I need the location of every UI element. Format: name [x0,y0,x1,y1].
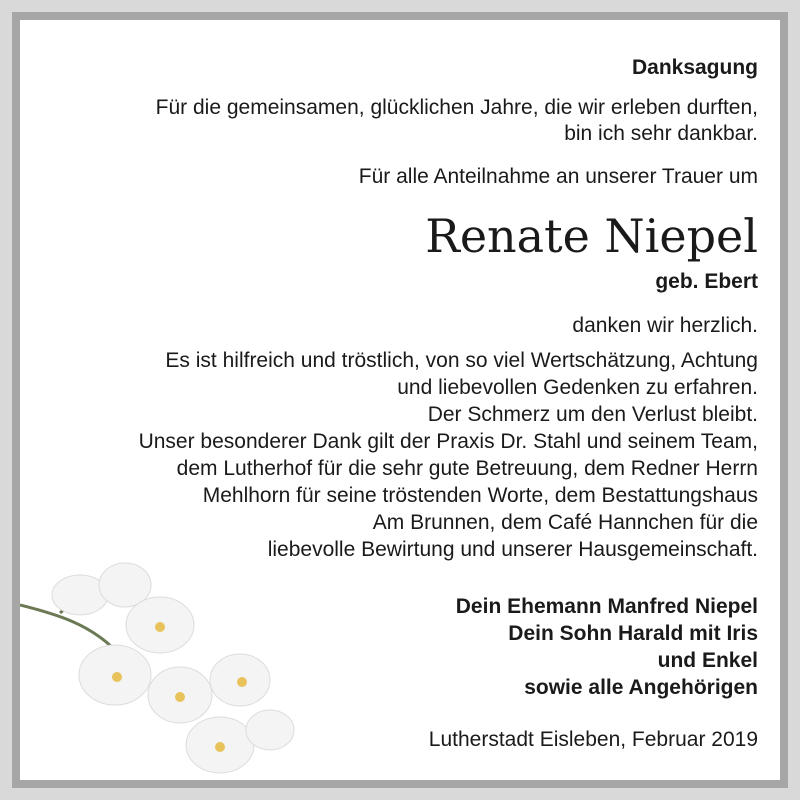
signature-line: sowie alle Angehörigen [524,676,758,699]
deceased-name: Renate Niepel [425,209,758,263]
body-line: dem Lutherhof für die sehr gute Betreuung, dem Redner Herrn [176,457,758,480]
place-date: Lutherstadt Eisleben, Februar 2019 [428,728,758,751]
thanks-line: danken wir herzlich. [572,314,758,337]
intro-line: Für alle Anteilnahme an unserer Trauer um [358,165,758,188]
signature-line: und Enkel [657,649,758,672]
signature-line: Dein Sohn Harald mit Iris [508,622,758,645]
orchid-flowers-image [20,545,320,780]
body-line: Unser besonderer Dank gilt der Praxis Dr. Stahl und seinem Team, [138,430,758,453]
intro-line: Für die gemeinsamen, glücklichen Jahre, die wir erleben durften, [155,96,758,119]
heading: Danksagung [631,56,758,79]
body-line: Am Brunnen, dem Café Hannchen für die [372,511,758,534]
intro-line: bin ich sehr dankbar. [564,122,758,145]
body-line: Der Schmerz um den Verlust bleibt. [427,403,758,426]
body-line: Mehlhorn für seine tröstenden Worte, dem Bestattungshaus [202,484,758,507]
birth-name: geb. Ebert [655,270,758,293]
signature-line: Dein Ehemann Manfred Niepel [455,595,758,618]
body-line: Es ist hilfreich und tröstlich, von so viel Wertschätzung, Achtung [165,349,758,372]
body-line: und liebevollen Gedenken zu erfahren. [397,376,758,399]
body-line: liebevolle Bewirtung und unserer Hausgemeinschaft. [267,538,758,561]
